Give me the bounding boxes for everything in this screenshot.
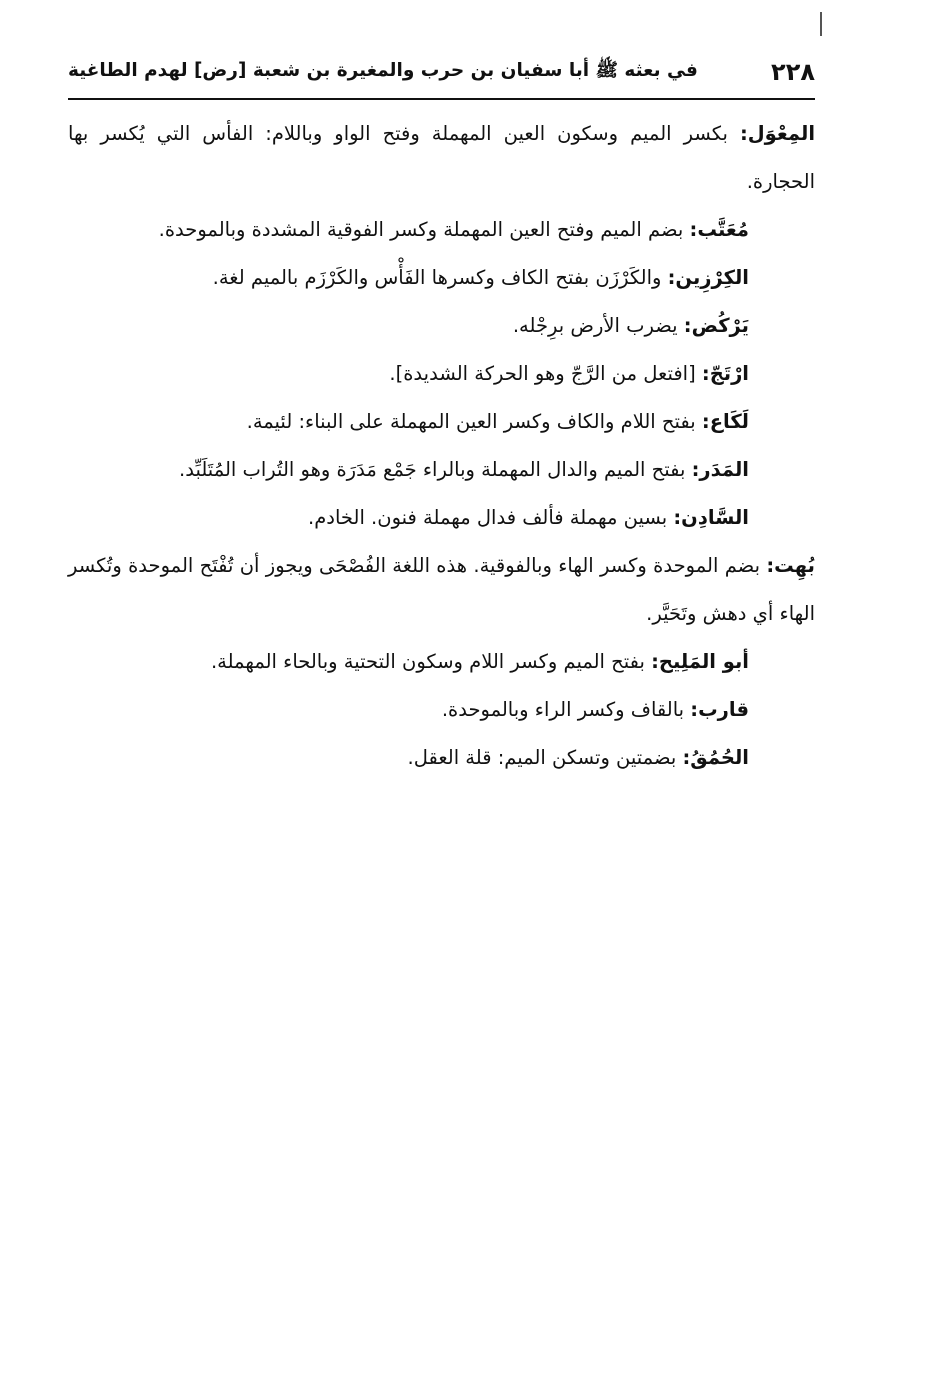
glossary-entry	[68, 110, 815, 206]
entry-definition: بالقاف وكسر الراء وبالموحدة.	[441, 698, 691, 721]
entry-term: يَرْكُض:	[683, 314, 749, 337]
entry-definition: بضم الميم وفتح العين المهملة وكسر الفوقية المشددة وبالموحدة.	[158, 218, 690, 241]
page-number: ٢٢٨	[771, 58, 815, 86]
glossary-entry	[68, 302, 815, 350]
entry-definition: بفتح الميم وكسر اللام وسكون التحتية وبالحاء المهملة.	[210, 650, 652, 673]
entry-term: مُعَتَّب:	[689, 218, 749, 241]
entry-definition: بضم الموحدة وكسر الهاء وبالفوقية. هذه اللغة الفُصْحَى ويجوز أن تُفْتَح الموحدة وتُكسر الهاء أي دهش وتَحَيَّر.	[68, 554, 815, 625]
entry-term: السَّادِن:	[673, 506, 749, 529]
glossary-entry	[68, 398, 815, 446]
glossary-entry	[68, 734, 815, 782]
entry-term: بُهِت:	[766, 554, 815, 577]
entry-term: لَكَاع:	[701, 410, 749, 433]
glossary-entry	[68, 638, 815, 686]
entry-term: قارب:	[690, 698, 749, 721]
entry-term: المِعْوَل:	[739, 122, 815, 145]
entry-term: الحُمُقُ:	[682, 746, 749, 769]
glossary-entry	[68, 350, 815, 398]
glossary-entries	[68, 110, 815, 782]
entry-term: الكِرْزِين:	[667, 266, 749, 289]
entry-definition: بسين مهملة فألف فدال مهملة فنون. الخادم.	[308, 506, 674, 529]
entry-definition: يضرب الأرض برِجْله.	[512, 314, 684, 337]
running-head: في بعثه ﷺ أبا سفيان بن حرب والمغيرة بن شعبة [رض] لهدم الطاغية	[68, 60, 698, 81]
glossary-entry	[68, 446, 815, 494]
entry-definition: بفتح الميم والدال المهملة وبالراء جَمْع مَدَرَة وهو التُراب المُتَلَبِّد.	[179, 458, 692, 481]
glossary-entry	[68, 494, 815, 542]
glossary-entry	[68, 206, 815, 254]
entry-definition: بفتح اللام والكاف وكسر العين المهملة على البناء: لئيمة.	[246, 410, 702, 433]
glossary-entry	[68, 254, 815, 302]
header-rule	[68, 98, 815, 100]
page-header	[68, 56, 815, 96]
glossary-entry	[68, 686, 815, 734]
glossary-entry	[68, 542, 815, 638]
entry-term: ارْتَجّ:	[701, 362, 749, 385]
entry-term: المَدَر:	[691, 458, 749, 481]
entry-definition: والكَرْزَن بفتح الكاف وكسرها الفَأْس والكَرْزَم بالميم لغة.	[212, 266, 668, 289]
entry-definition: بكسر الميم وسكون العين المهملة وفتح الواو وباللام: الفأس التي يُكسر بها الحجارة.	[68, 122, 815, 193]
scan-mark	[820, 12, 822, 36]
entry-term: أبو المَلِيح:	[651, 650, 749, 673]
entry-definition: [افتعل من الرَّجّ وهو الحركة الشديدة].	[389, 362, 702, 385]
entry-definition: بضمتين وتسكن الميم: قلة العقل.	[407, 746, 683, 769]
